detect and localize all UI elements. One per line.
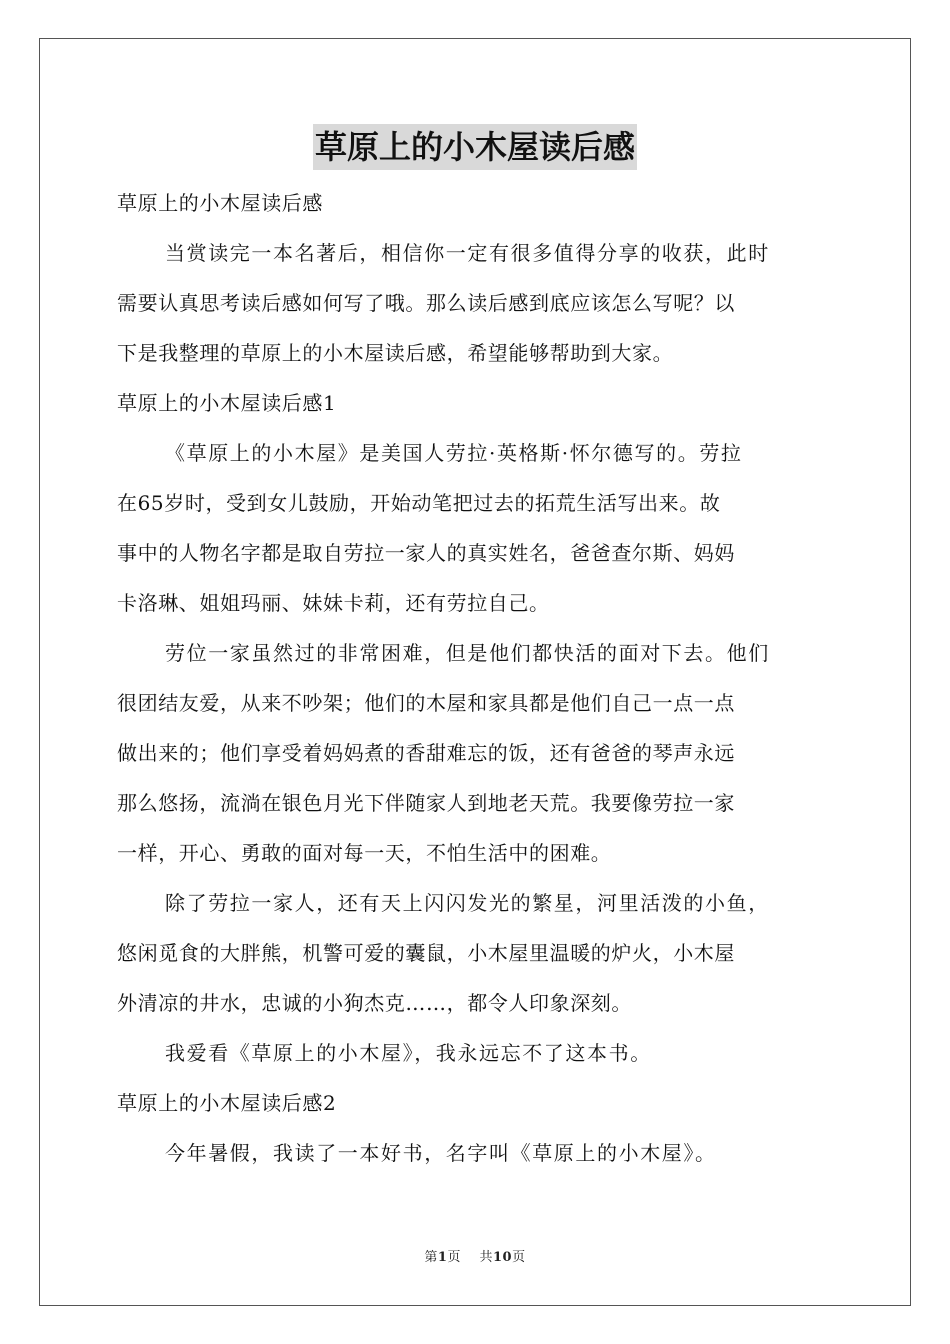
footer-page-prefix: 第 bbox=[424, 1250, 438, 1265]
document-body bbox=[117, 178, 837, 1178]
text-line: 悠闲觅食的大胖熊，机警可爱的囊鼠，小木屋里温暖的炉火，小木屋 bbox=[117, 941, 735, 965]
footer-total-suffix: 页 bbox=[512, 1250, 526, 1265]
text-line: 事中的人物名字都是取自劳拉一家人的真实姓名，爸爸查尔斯、妈妈 bbox=[117, 541, 735, 565]
title-area bbox=[0, 124, 950, 170]
text-line: 下是我整理的草原上的小木屋读后感，希望能够帮助到大家。 bbox=[117, 341, 674, 365]
text-line: 很团结友爱，从来不吵架；他们的木屋和家具都是他们自己一点一点 bbox=[117, 691, 735, 715]
text-line: 卡洛琳、姐姐玛丽、妹妹卡莉，还有劳拉自己。 bbox=[117, 591, 550, 615]
text-line: 需要认真思考读后感如何写了哦。那么读后感到底应该怎么写呢？以 bbox=[117, 291, 735, 315]
text-line: 外清凉的井水，忠诚的小狗杰克……，都令人印象深刻。 bbox=[117, 991, 632, 1015]
text-line: 今年暑假，我读了一本好书，名字叫《草原上的小木屋》。 bbox=[165, 1141, 717, 1165]
footer-total-pages: 10 bbox=[493, 1250, 513, 1265]
text-line: 在65岁时，受到女儿鼓励，开始动笔把过去的拓荒生活写出来。故 bbox=[117, 491, 721, 515]
text-line: 当赏读完一本名著后，相信你一定有很多值得分享的收获，此时 bbox=[165, 241, 770, 265]
text-line: 《草原上的小木屋》是美国人劳拉·英格斯·怀尔德写的。劳拉 bbox=[165, 441, 743, 465]
footer-page-number: 1 bbox=[437, 1250, 448, 1265]
footer-total-prefix: 共 bbox=[479, 1250, 493, 1265]
text-line: 一样，开心、勇敢的面对每一天，不怕生活中的困难。 bbox=[117, 841, 612, 865]
text-line: 劳位一家虽然过的非常困难，但是他们都快活的面对下去。他们 bbox=[165, 641, 770, 665]
document-title: 草原上的小木屋读后感 bbox=[313, 124, 637, 170]
text-line: 草原上的小木屋读后感 bbox=[117, 191, 323, 215]
page-footer bbox=[0, 1246, 950, 1265]
text-line: 草原上的小木屋读后感1 bbox=[117, 391, 337, 415]
footer-page-suffix: 页 bbox=[447, 1250, 461, 1265]
text-line: 做出来的；他们享受着妈妈煮的香甜难忘的饭，还有爸爸的琴声永远 bbox=[117, 741, 735, 765]
text-line: 我爱看《草原上的小木屋》，我永远忘不了这本书。 bbox=[165, 1041, 652, 1065]
text-line: 草原上的小木屋读后感2 bbox=[117, 1091, 337, 1115]
text-line: 除了劳拉一家人，还有天上闪闪发光的繁星，河里活泼的小鱼， bbox=[165, 891, 770, 915]
text-line: 那么悠扬，流淌在银色月光下伴随家人到地老天荒。我要像劳拉一家 bbox=[117, 791, 735, 815]
